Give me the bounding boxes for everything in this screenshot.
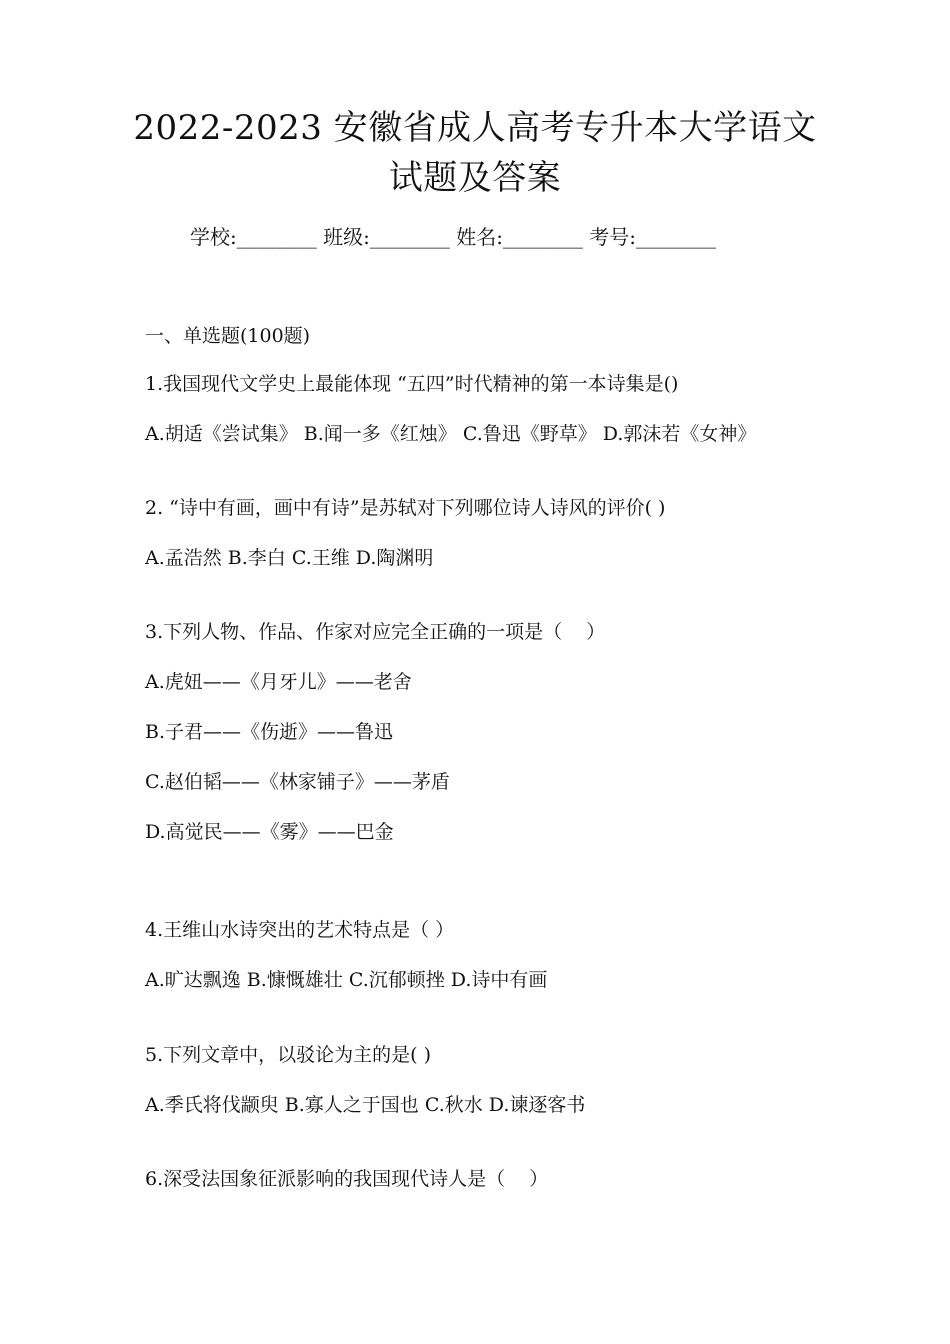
question-5-stem: 5.下列文章中，以驳论为主的是( ) [145, 1044, 431, 1066]
question-3-option-b: B.子君——《伤逝》——鲁迅 [145, 721, 394, 743]
document-title-line-2: 试题及答案 [388, 158, 562, 198]
question-2-options: A.孟浩然 B.李白 C.王维 D.陶渊明 [145, 547, 434, 569]
section-heading: 一、单选题(100题) [145, 325, 311, 347]
question-3-option-c: C.赵伯韬——《林家铺子》——茅盾 [145, 771, 450, 793]
question-1-options: A.胡适《尝试集》 B.闻一多《红烛》 C.鲁迅《野草》 D.郭沫若《女神》 [145, 423, 757, 445]
question-4-stem: 4.王维山水诗突出的艺术特点是（ ） [145, 919, 455, 941]
question-6-stem: 6.深受法国象征派影响的我国现代诗人是（ ） [145, 1168, 549, 1190]
question-5-options: A.季氏将伐颛臾 B.寡人之于国也 C.秋水 D.谏逐客书 [145, 1094, 586, 1116]
question-2-stem: 2. “诗中有画，画中有诗”是苏轼对下列哪位诗人诗风的评价( ) [145, 497, 666, 519]
question-3-option-d: D.高觉民——《雾》——巴金 [145, 821, 394, 843]
question-4-options: A.旷达飘逸 B.慷慨雄壮 C.沉郁顿挫 D.诗中有画 [145, 969, 548, 991]
student-info-line: 学校:________ 班级:________ 姓名:________ 考号:________ [190, 225, 717, 249]
question-3-option-a: A.虎妞——《月牙儿》——老舍 [145, 671, 412, 693]
document-title-line-1: 2022-2023 安徽省成人高考专升本大学语文 [133, 108, 817, 148]
question-1-stem: 1.我国现代文学史上最能体现 “五四”时代精神的第一本诗集是() [145, 373, 679, 395]
question-3-stem: 3.下列人物、作品、作家对应完全正确的一项是（ ） [145, 621, 606, 643]
